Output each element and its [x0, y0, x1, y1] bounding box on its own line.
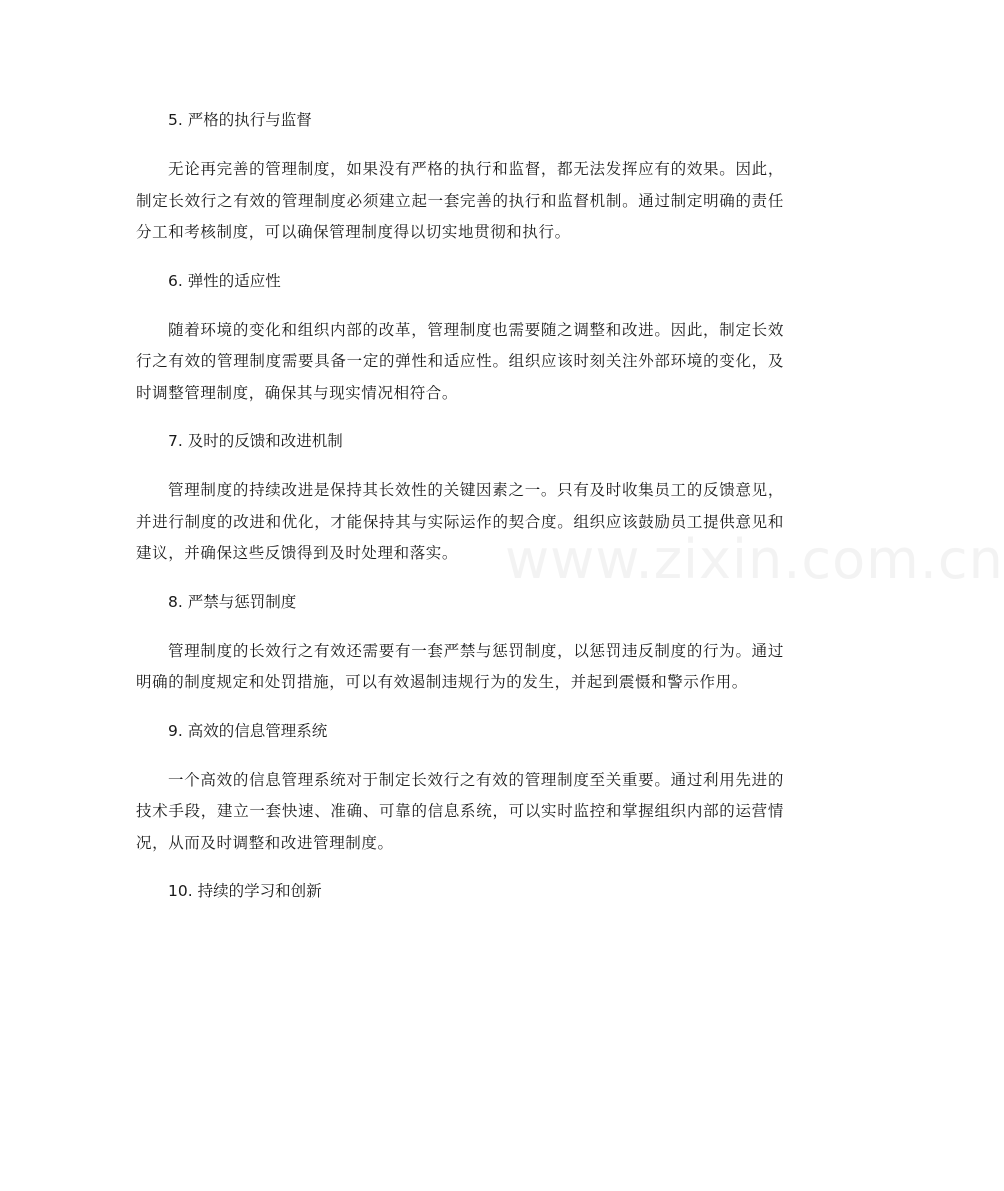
section-heading: 7. 及时的反馈和改进机制: [168, 432, 343, 450]
section-paragraph: 管理制度的持续改进是保持其长效性的关键因素之一。只有及时收集员工的反馈意见，并进行制度的改进和优化，才能保持其与实际运作的契合度。组织应该鼓励员工提供意见和建议，并确保这些反馈得到及时处理和落实。: [136, 481, 784, 562]
document-content: [136, 106, 784, 925]
section-9: [136, 717, 784, 860]
section-heading: 10. 持续的学习和创新: [168, 882, 322, 900]
section-paragraph: 一个高效的信息管理系统对于制定长效行之有效的管理制度至关重要。通过利用先进的技术手段，建立一套快速、准确、可靠的信息系统，可以实时监控和掌握组织内部的运营情况，从而及时调整和改进管理制度。: [136, 770, 784, 852]
section-heading: 6. 弹性的适应性: [168, 271, 281, 290]
section-8: [136, 588, 784, 699]
section-5: [136, 106, 784, 249]
section-heading: 8. 严禁与惩罚制度: [168, 592, 297, 611]
section-heading: 9. 高效的信息管理系统: [168, 721, 328, 740]
section-6: [136, 267, 784, 410]
section-paragraph: 管理制度的长效行之有效还需要有一套严禁与惩罚制度，以惩罚违反制度的行为。通过明确的制度规定和处罚措施，可以有效遏制违规行为的发生，并起到震慑和警示作用。: [136, 641, 784, 691]
section-7: [136, 427, 784, 570]
watermark-text: www.zixin.com.cn: [505, 528, 1004, 591]
section-heading: 5. 严格的执行与监督: [168, 111, 312, 129]
section-paragraph: 随着环境的变化和组织内部的改革，管理制度也需要随之调整和改进。因此，制定长效行之有效的管理制度需要具备一定的弹性和适应性。组织应该时刻关注外部环境的变化，及时调整管理制度，确保其与现实情况相符合。: [136, 320, 784, 402]
section-10: [136, 877, 784, 905]
section-paragraph: 无论再完善的管理制度，如果没有严格的执行和监督，都无法发挥应有的效果。因此，制定长效行之有效的管理制度必须建立起一套完善的执行和监督机制。通过制定明确的责任分工和考核制度，可以确保管理制度得以切实地贯彻和执行。: [136, 160, 784, 241]
